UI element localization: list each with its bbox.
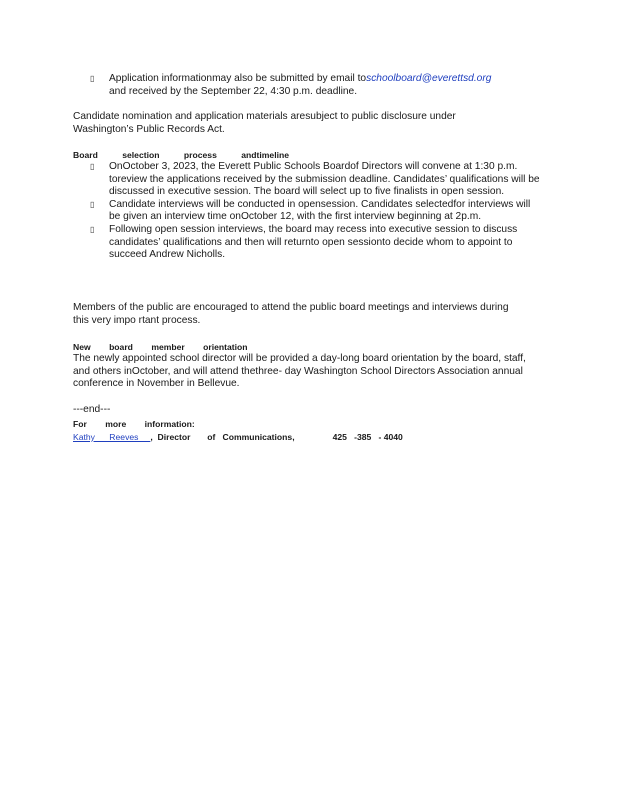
list-item (73, 161, 543, 199)
submission-text-before: Application informationmay also be submitted by email to (109, 73, 367, 84)
selection-bullet-text: OnOctober 3, 2023, the Everett Public Schools Boardof Directors will convene at 1:30 p.m. toreview the applications received by the submission deadline. Candidates’ qualifications will be discussed in executive session. The board will select up to five finalists in open session. (109, 161, 540, 198)
heading-word: orientation (203, 342, 248, 352)
bullet-icon: ▯ (90, 74, 95, 83)
submission-bullet-list (73, 73, 543, 98)
selection-heading (73, 149, 543, 162)
heading-word: Board (73, 150, 98, 160)
more-info-label (73, 418, 543, 431)
heading-word: member (151, 342, 185, 352)
contact-line (73, 431, 543, 444)
label-word: more (105, 419, 127, 429)
label-word: information: (144, 419, 195, 429)
heading-word: New (73, 342, 91, 352)
contact-name-link[interactable]: Kathy Reeves (73, 432, 151, 442)
list-item (73, 199, 543, 224)
list-item (73, 73, 543, 98)
selection-bullet-text: Following open session interviews, the board may recess into executive session to discuss candidates’ qualifications and then will returnto open sessionto decide whom to appoint to succeed Andrew Nicholls. (109, 223, 518, 261)
disclosure-paragraph: Candidate nomination and application materials aresubject to public disclosure under Washington’s Public Records Act. (73, 111, 456, 135)
label-word: For (73, 419, 87, 429)
submission-text-after: and received by the September 22, 4:30 p.m. deadline. (109, 85, 358, 97)
email-link[interactable]: schoolboard@everettsd.org (366, 73, 492, 84)
heading-word: board (109, 342, 133, 352)
heading-word: andtimeline (241, 150, 290, 160)
orientation-heading (73, 341, 543, 354)
bullet-icon: ▯ (90, 162, 95, 171)
heading-word: process (183, 150, 217, 160)
selection-bullet-text: Candidate interviews will be conducted in opensession. Candidates selectedfor interviews will be given an interview time onOctober 12, with the first interview beginning at 2p.m. (109, 198, 531, 223)
contact-phone: 425 -385 - 4040 (332, 432, 403, 442)
end-marker: ---end--- (73, 404, 111, 415)
contact-title: , Director of Communications, (150, 432, 295, 442)
public-paragraph: Members of the public are encouraged to attend the public board meetings and interviews during this very impo rtant process. (73, 302, 509, 326)
heading-word: selection (122, 150, 160, 160)
bullet-icon: ▯ (90, 224, 95, 234)
submission-bullet-text (109, 73, 543, 98)
selection-bullet-list (73, 161, 543, 262)
orientation-paragraph: The newly appointed school director will be provided a day-long board orientation by the board, staff, and others inOctober, and will attend thethree- day Washington School Directors Association annual conference in November in Bellevue. (73, 353, 526, 390)
list-item (73, 224, 543, 262)
bullet-icon: ▯ (90, 199, 95, 209)
